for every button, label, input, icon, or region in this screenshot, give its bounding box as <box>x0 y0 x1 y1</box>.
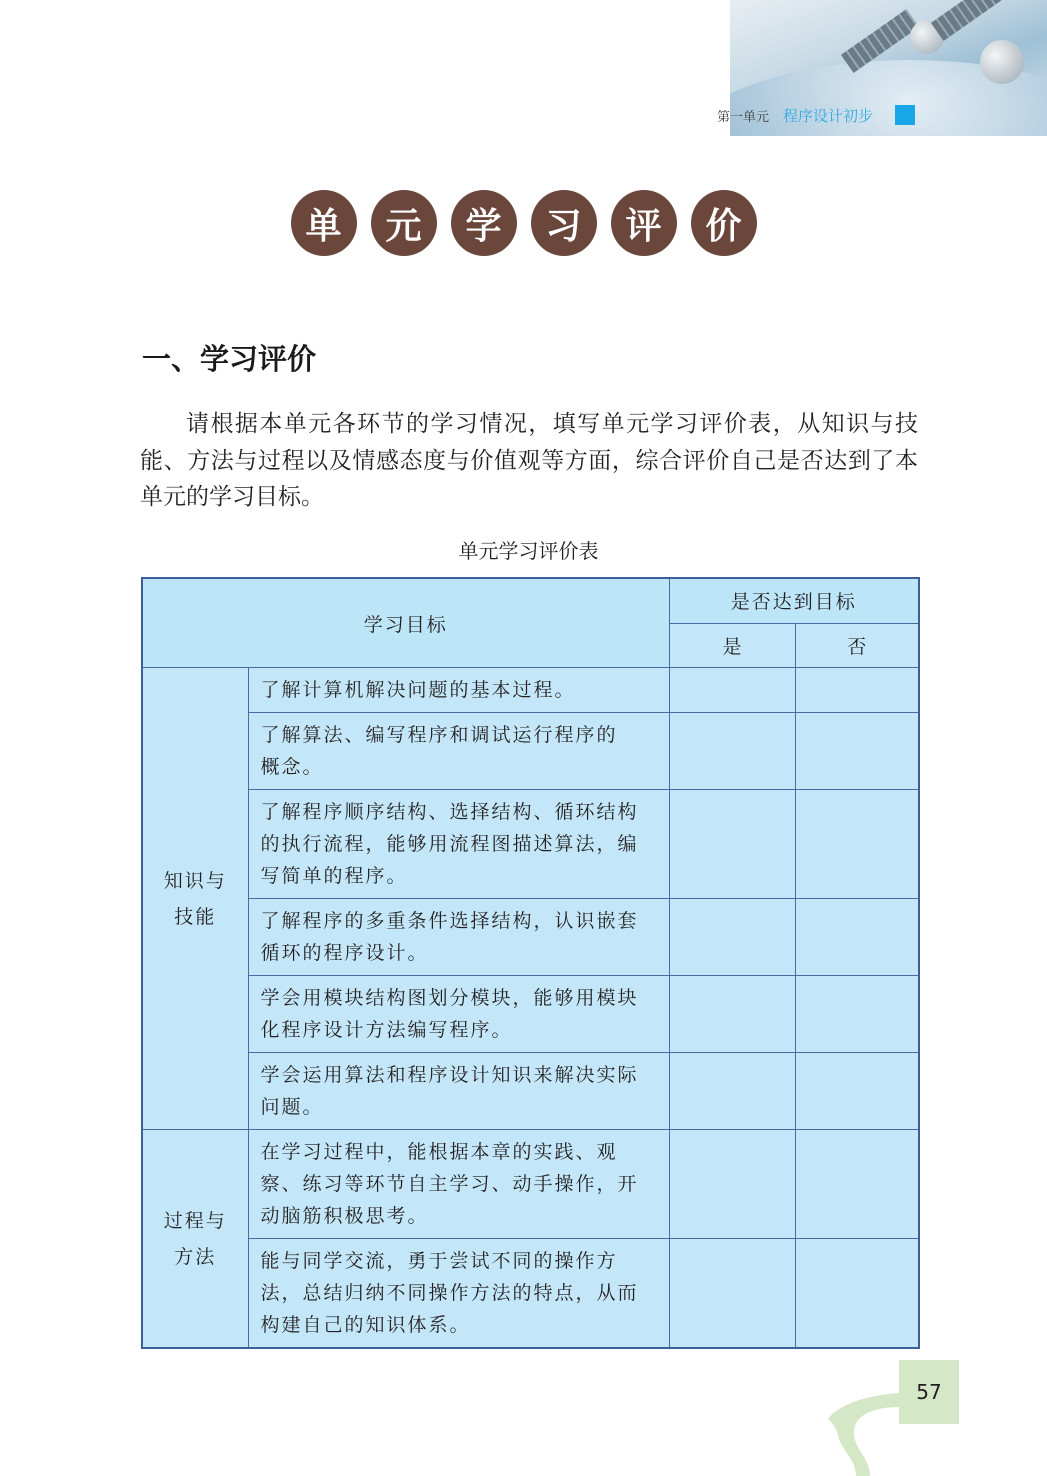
goal-cell <box>248 899 669 976</box>
satellite-dish <box>980 40 1024 84</box>
yes-checkbox-cell[interactable] <box>669 976 795 1053</box>
goal-line: 化程序设计方法编写程序。 <box>260 1019 513 1041</box>
yes-checkbox-cell[interactable] <box>669 899 795 976</box>
page-title <box>0 190 1047 256</box>
goal-line: 的执行流程，能够用流程图描述算法，编 <box>260 833 639 855</box>
goal-cell <box>248 668 669 713</box>
category-line: 过程与 <box>163 1209 227 1232</box>
satellite-panel-right <box>931 0 1009 41</box>
goal-line: 动脑筋积极思考。 <box>260 1205 429 1227</box>
goal-cell <box>248 790 669 899</box>
header-reached: 是否达到目标 <box>669 578 919 623</box>
goal-line: 了解程序的多重条件选择结构，认识嵌套 <box>260 910 639 932</box>
table-caption: 单元学习评价表 <box>458 539 599 563</box>
no-checkbox-cell[interactable] <box>795 790 919 899</box>
category-line: 方法 <box>174 1245 217 1268</box>
goal-line: 问题。 <box>260 1096 324 1118</box>
intro-paragraph <box>140 406 918 516</box>
no-checkbox-cell[interactable] <box>795 1053 919 1130</box>
goal-line: 察、练习等环节自主学习、动手操作，开 <box>260 1173 639 1195</box>
goal-cell <box>248 1130 669 1239</box>
no-checkbox-cell[interactable] <box>795 899 919 976</box>
goal-line: 概念。 <box>260 756 324 778</box>
category-knowledge-skills <box>142 668 248 1130</box>
header-goal: 学习目标 <box>142 578 669 668</box>
title-char: 元 <box>371 190 437 256</box>
yes-checkbox-cell[interactable] <box>669 1130 795 1239</box>
title-char: 习 <box>531 190 597 256</box>
yes-checkbox-cell[interactable] <box>669 1053 795 1130</box>
category-process-methods <box>142 1130 248 1349</box>
no-checkbox-cell[interactable] <box>795 1130 919 1239</box>
intro-line: 请根据本单元各环节的学习情况，填写单元学习评价表，从知识与技 <box>186 411 918 437</box>
page-corner-swirl <box>826 1385 906 1476</box>
goal-cell <box>248 1239 669 1349</box>
unit-title: 程序设计初步 <box>783 106 874 125</box>
evaluation-table <box>141 577 920 1349</box>
no-checkbox-cell[interactable] <box>795 668 919 713</box>
no-checkbox-cell[interactable] <box>795 713 919 790</box>
running-header <box>717 103 915 127</box>
unit-label: 第一单元 <box>717 109 770 125</box>
no-checkbox-cell[interactable] <box>795 976 919 1053</box>
goal-line: 法，总结归纳不同操作方法的特点，从而 <box>260 1282 639 1304</box>
title-char: 价 <box>691 190 757 256</box>
yes-checkbox-cell[interactable] <box>669 790 795 899</box>
section-heading: 一、学习评价 <box>142 342 317 376</box>
page-number: 57 <box>899 1360 959 1424</box>
goal-cell <box>248 976 669 1053</box>
yes-checkbox-cell[interactable] <box>669 1239 795 1349</box>
goal-line: 循环的程序设计。 <box>260 942 429 964</box>
goal-cell <box>248 1053 669 1130</box>
no-checkbox-cell[interactable] <box>795 1239 919 1349</box>
title-char: 单 <box>291 190 357 256</box>
title-char: 学 <box>451 190 517 256</box>
goal-line: 学会用模块结构图划分模块，能够用模块 <box>260 987 639 1009</box>
goal-cell <box>248 713 669 790</box>
goal-line: 在学习过程中，能根据本章的实践、观 <box>260 1141 618 1163</box>
intro-line: 本单元的学习目标。 <box>140 447 918 510</box>
header-yes: 是 <box>669 623 795 668</box>
goal-line: 写简单的程序。 <box>260 865 408 887</box>
intro-line: 能、方法与过程以及情感态度与价值观等方面，综合评价自己是否达到了 <box>140 447 895 474</box>
yes-checkbox-cell[interactable] <box>669 668 795 713</box>
goal-line: 学会运用算法和程序设计知识来解决实际 <box>260 1064 639 1086</box>
yes-checkbox-cell[interactable] <box>669 713 795 790</box>
goal-line: 了解计算机解决问题的基本过程。 <box>260 679 576 701</box>
title-char: 评 <box>611 190 677 256</box>
category-line: 技能 <box>174 905 217 928</box>
goal-line: 了解算法、编写程序和调试运行程序的 <box>260 724 618 746</box>
goal-line: 能与同学交流，勇于尝试不同的操作方 <box>260 1250 618 1272</box>
header-no: 否 <box>795 623 919 668</box>
unit-marker-square <box>895 105 915 125</box>
goal-line: 构建自己的知识体系。 <box>260 1314 471 1336</box>
category-line: 知识与 <box>163 869 227 892</box>
goal-line: 了解程序顺序结构、选择结构、循环结构 <box>260 801 639 823</box>
